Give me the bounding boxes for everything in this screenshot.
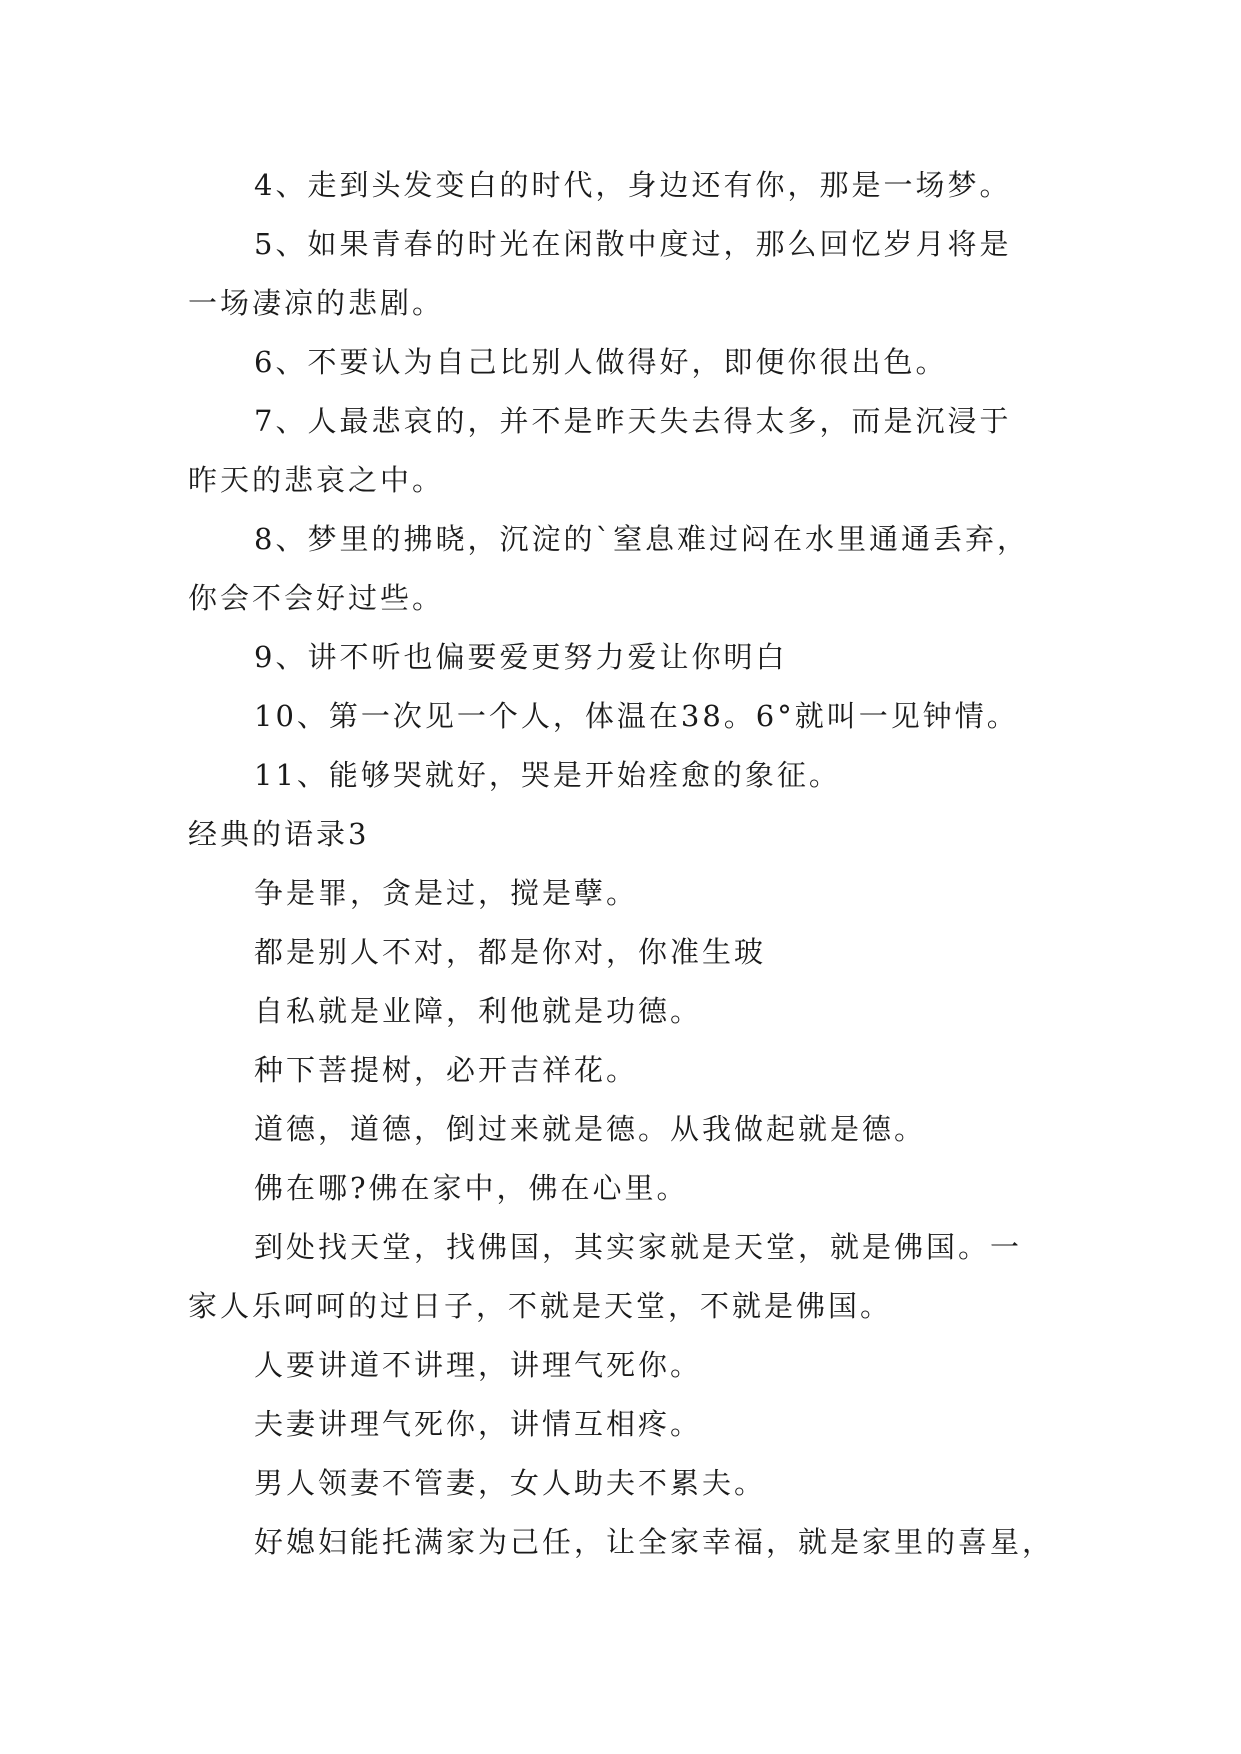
quote-line: 8、梦里的拂晓，沉淀的`窒息难过闷在水里通通丢弃， bbox=[254, 522, 1029, 556]
quote-line: 家人乐呵呵的过日子，不就是天堂，不就是佛国。 bbox=[188, 1289, 893, 1323]
quote-line: 好媳妇能托满家为己任，让全家幸福，就是家里的喜星， bbox=[254, 1525, 1055, 1559]
quote-line: 人要讲道不讲理，讲理气死你。 bbox=[254, 1348, 703, 1382]
quotes-list-top bbox=[188, 156, 1068, 805]
quote-line: 昨天的悲哀之中。 bbox=[188, 463, 445, 497]
quotes-list-bottom bbox=[188, 864, 1068, 1572]
quote-line: 都是别人不对，都是你对，你准生玻 bbox=[254, 935, 767, 969]
quote-paragraph bbox=[188, 215, 1068, 333]
quote-line: 自私就是业障，利他就是功德。 bbox=[254, 994, 703, 1028]
quote-paragraph bbox=[188, 982, 1068, 1041]
document-body bbox=[188, 156, 1068, 1572]
quote-paragraph bbox=[188, 1395, 1068, 1454]
quote-paragraph bbox=[188, 392, 1068, 510]
quote-paragraph bbox=[188, 1454, 1068, 1513]
quote-paragraph bbox=[188, 1218, 1068, 1336]
quote-line: 11、能够哭就好，哭是开始痊愈的象征。 bbox=[254, 758, 841, 792]
quote-line: 9、讲不听也偏要爱更努力爱让你明白 bbox=[254, 640, 788, 674]
quote-line: 男人领妻不管妻，女人助夫不累夫。 bbox=[254, 1466, 767, 1500]
quote-paragraph bbox=[188, 864, 1068, 923]
quote-paragraph bbox=[188, 156, 1068, 215]
quote-paragraph bbox=[188, 1336, 1068, 1395]
quote-paragraph bbox=[188, 1513, 1068, 1572]
quote-line: 你会不会好过些。 bbox=[188, 581, 445, 615]
quote-paragraph bbox=[188, 746, 1068, 805]
quote-paragraph bbox=[188, 923, 1068, 982]
quote-line: 6、不要认为自己比别人做得好，即便你很出色。 bbox=[254, 345, 948, 379]
quote-line: 4、走到头发变白的时代，身边还有你，那是一场梦。 bbox=[254, 168, 1012, 202]
quote-paragraph bbox=[188, 687, 1068, 746]
quote-line: 5、如果青春的时光在闲散中度过，那么回忆岁月将是 bbox=[254, 227, 1012, 261]
quote-paragraph bbox=[188, 628, 1068, 687]
section-heading: 经典的语录3 bbox=[188, 817, 370, 851]
quote-paragraph bbox=[188, 1041, 1068, 1100]
quote-line: 7、人最悲哀的，并不是昨天失去得太多，而是沉浸于 bbox=[254, 404, 1012, 438]
quote-paragraph bbox=[188, 510, 1068, 628]
quote-paragraph bbox=[188, 333, 1068, 392]
quote-line: 到处找天堂，找佛国，其实家就是天堂，就是佛国。一 bbox=[254, 1230, 1023, 1264]
quote-line: 佛在哪?佛在家中，佛在心里。 bbox=[254, 1171, 689, 1205]
quote-line: 种下菩提树，必开吉祥花。 bbox=[254, 1053, 639, 1087]
quote-line: 10、第一次见一个人，体温在38。6°就叫一见钟情。 bbox=[254, 699, 1019, 733]
quote-line: 道德，道德，倒过来就是德。从我做起就是德。 bbox=[254, 1112, 927, 1146]
quote-line: 夫妻讲理气死你，讲情互相疼。 bbox=[254, 1407, 703, 1441]
quote-paragraph bbox=[188, 1100, 1068, 1159]
quote-line: 一场凄凉的悲剧。 bbox=[188, 286, 445, 320]
quote-line: 争是罪，贪是过，搅是孽。 bbox=[254, 876, 639, 910]
quote-paragraph bbox=[188, 1159, 1068, 1218]
